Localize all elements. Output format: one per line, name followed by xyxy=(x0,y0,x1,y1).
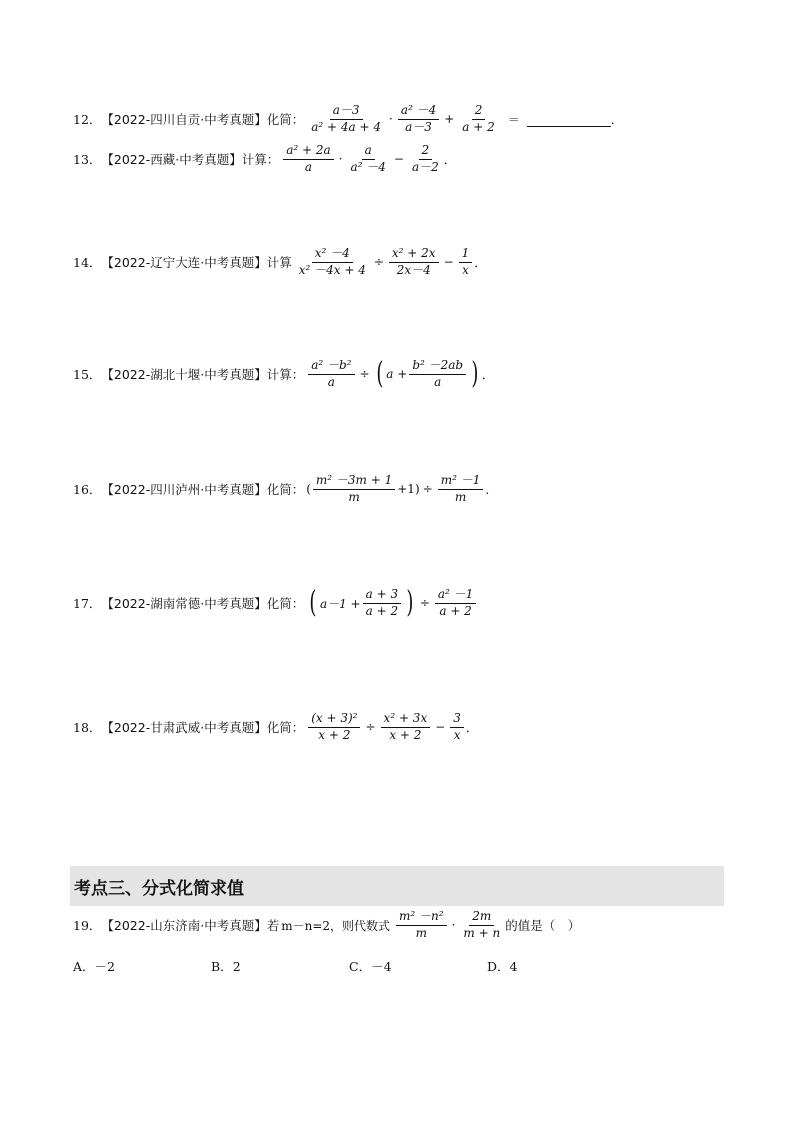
problem-source: 【2022-山东济南·中考真题】 xyxy=(101,918,267,934)
section-title: 考点三、分式化简求值 xyxy=(74,878,244,899)
problem-15 xyxy=(73,356,495,392)
fraction: $\frac{\text{m² －1}}{m}$ xyxy=(438,474,484,505)
fraction: $\frac{\text{b² －2ab}}{a}$ xyxy=(409,359,466,390)
choice-a[interactable]: A．－2 xyxy=(73,959,115,974)
problem-number: 14． xyxy=(73,255,102,271)
choice-d[interactable]: D．4 xyxy=(487,959,518,974)
period: ． xyxy=(610,112,624,128)
problem-instruction: 化简： xyxy=(266,482,305,498)
problem-instruction: 计算 xyxy=(266,255,292,271)
problem-instruction: 计算： xyxy=(241,152,280,168)
fraction: $\frac{\text{a² －b²}}{a}$ xyxy=(308,359,354,390)
problem-source: 【2022-甘肃武威·中考真题】 xyxy=(101,720,267,736)
fraction: $\frac{\text{a² + 2a}}{a}$ xyxy=(283,144,333,175)
problem-source: 【2022-四川泸州·中考真题】 xyxy=(101,482,267,498)
problem-source: 【2022-四川自贡·中考真题】 xyxy=(101,112,267,128)
fraction: $\frac{\text{a² －1}}{a + 2}$ xyxy=(435,588,476,619)
problem-instruction: 化简： xyxy=(266,596,305,612)
problem-source: 【2022-西藏·中考真题】 xyxy=(101,152,242,168)
period: ． xyxy=(465,720,479,736)
problem-13 xyxy=(73,144,456,175)
answer-blank xyxy=(527,112,611,127)
fraction: $\frac{2}{a-2}$ xyxy=(411,143,439,174)
fraction: $\frac{a}{\text{a² －4}}$ xyxy=(350,143,386,174)
problem-instruction: 化简： xyxy=(266,720,305,736)
fraction: $\frac{\text{(x + 3)²}}{x + 2}$ xyxy=(308,712,360,743)
fraction: $\frac{\text{x² + 2x}}{2x-4}$ xyxy=(389,247,439,278)
fraction: $\frac{\text{x² + 3x}}{x + 2}$ xyxy=(381,712,431,743)
choice-b[interactable]: B．2 xyxy=(211,959,241,974)
problem-number: 13． xyxy=(73,152,102,168)
fraction: $\frac{1}{x}$ xyxy=(459,247,473,278)
problem-number: 12． xyxy=(73,112,102,128)
problem-instruction: 计算： xyxy=(266,367,305,383)
section-heading xyxy=(70,866,724,906)
math-expression: $\frac{\text{a² + 2a}}{a}$ · $\frac{a}{\text{a² －4}}$ − $\frac{2}{a-2}$ xyxy=(281,144,444,175)
problem-16 xyxy=(73,474,489,505)
problem-17 xyxy=(73,585,478,621)
fraction: $\frac{\text{x² －4}}{\text{x² －4x + 4}}$ xyxy=(298,246,366,277)
fraction: $\frac{\text{m² －3m + 1}}{m}$ xyxy=(313,474,395,505)
condition-text: m－n=2，则代数式 xyxy=(281,918,391,933)
question-tail: 的值是（ ） xyxy=(505,918,581,934)
period: . xyxy=(485,481,490,497)
problem-source: 【2022-湖南常德·中考真题】 xyxy=(101,596,267,612)
math-expression: $\frac{\text{x² －4}}{\text{x² －4x + 4}}$ ÷ $\frac{\text{x² + 2x}}{2x-4}$ − $\frac{1}{x}$ xyxy=(294,247,475,278)
equals-sign: ＝ xyxy=(507,112,520,127)
fraction: $\frac{\text{m² －n²}}{m}$ xyxy=(396,910,447,941)
math-expression: ( $\frac{\text{m² －3m + 1}}{m}$ +1) ÷ $\frac{\text{m² －1}}{m}$ xyxy=(306,474,485,505)
math-expression: $\frac{\text{m² －n²}}{m}$ · $\frac{2m}{m + n}$ xyxy=(394,910,505,941)
math-expression: ( a－1 + $\frac{a + 3}{a + 2}$ ) ÷ $\frac{\text{a² －1}}{a + 2}$ xyxy=(306,588,478,619)
problem-number: 17． xyxy=(73,596,102,612)
math-expression: $\frac{\text{a² －b²}}{a}$ ÷ ( a + $\frac{\text{b² －2ab}}{a}$ ) xyxy=(306,359,482,390)
fraction: $\frac{2}{a + 2}$ xyxy=(462,103,495,134)
problem-18 xyxy=(73,712,478,743)
period: ． xyxy=(474,255,487,271)
problem-instruction: 化简： xyxy=(266,112,305,128)
fraction: $\frac{\text{a² －4}}{a-3}$ xyxy=(398,104,439,135)
problem-number: 19． xyxy=(73,918,102,934)
fraction: $\frac{a + 3}{a + 2}$ xyxy=(363,588,401,619)
math-expression: $\frac{\text{(x + 3)²}}{x + 2}$ ÷ $\frac{\text{x² + 3x}}{x + 2}$ − $\frac{3}{x}$ xyxy=(306,712,466,743)
period: ． xyxy=(443,152,457,168)
problem-number: 15． xyxy=(73,367,102,383)
math-expression: $\frac{a-3}{\text{a² + 4a + 4}}$ · $\frac{\text{a² －4}}{a-3}$ + $\frac{2}{a + 2}$ ＝ xyxy=(306,104,611,135)
problem-instruction: 若 xyxy=(266,918,280,934)
fraction: $\frac{3}{x}$ xyxy=(450,712,464,743)
fraction: $\frac{a-3}{\text{a² + 4a + 4}}$ xyxy=(311,103,381,134)
problem-12 xyxy=(73,104,623,135)
fraction: $\frac{2m}{m + n}$ xyxy=(463,909,501,940)
problem-source: 【2022-辽宁大连·中考真题】 xyxy=(101,255,267,271)
period: ． xyxy=(481,367,495,383)
problem-source: 【2022-湖北十堰·中考真题】 xyxy=(101,367,267,383)
problem-19 xyxy=(73,910,580,941)
choice-c[interactable]: C．－4 xyxy=(349,959,392,974)
problem-number: 18． xyxy=(73,720,102,736)
problem-14 xyxy=(73,247,487,278)
problem-number: 16． xyxy=(73,482,102,498)
